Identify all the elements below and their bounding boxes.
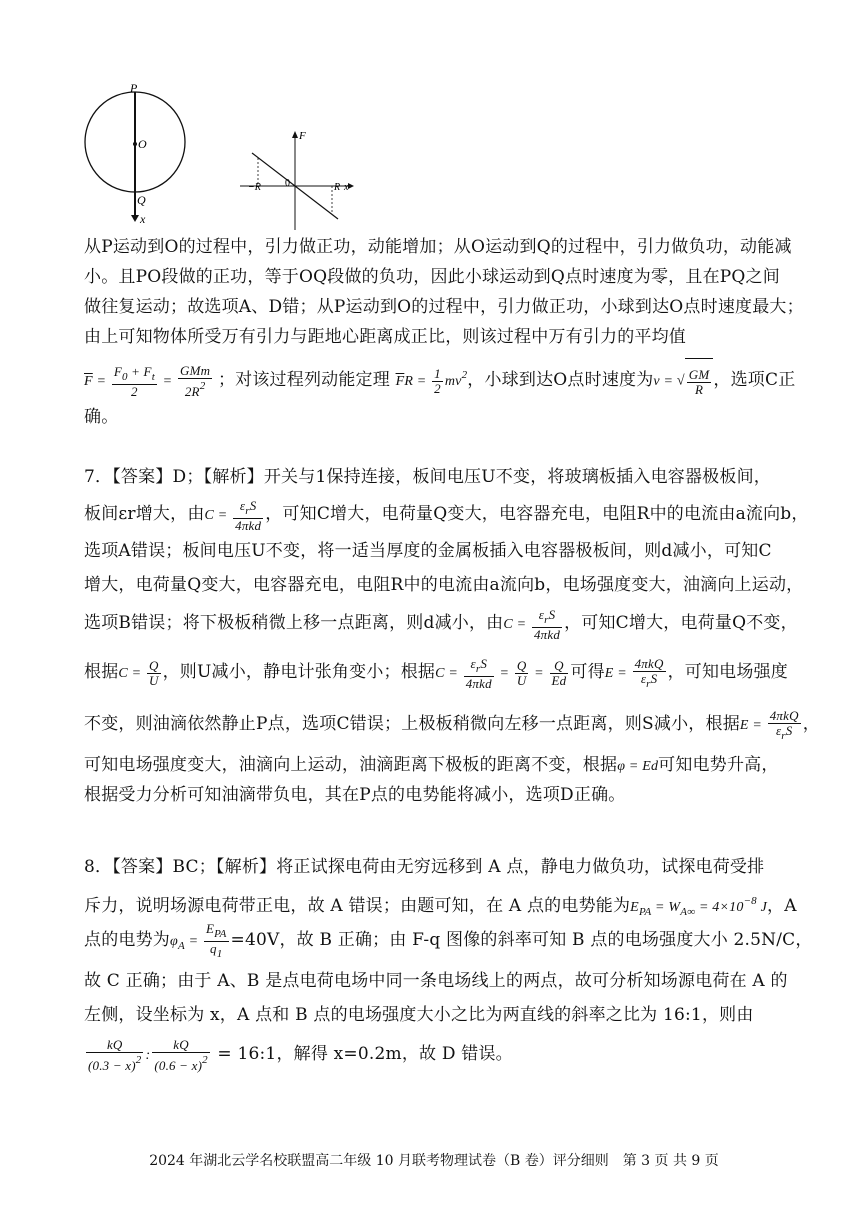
q7-line-2b: ，可知C增大，电荷量Q变大，电容器充电，电阻R中的电流由a流向b，	[265, 504, 809, 524]
q8-line-5: 左侧，设坐标为 x，A 点和 B 点的电场强度大小之比为两直线的斜率之比为 16:1，则由	[84, 1005, 754, 1025]
graph-label-R: R	[334, 182, 341, 193]
center-dot	[133, 142, 137, 146]
label-P: P	[130, 81, 138, 95]
q7-line-8b: 可知电势升高，	[658, 755, 779, 775]
q8-line-2b: ，A	[767, 896, 797, 916]
avg-force-formula: $\overline{F}$ = $\frac{F_0 + F_t}{2}$ = $\frac{\text{GMm}}{2R^2}$	[84, 363, 211, 400]
figures	[80, 80, 380, 230]
q7-line-6b: ，则U减小，静电计张角变小；根据	[162, 662, 436, 682]
q7-line-8	[84, 750, 796, 780]
q7-line-2	[84, 492, 809, 536]
graph-label-x: x	[344, 182, 349, 193]
q6-line-5-text2: ，小球到达O点时速度为	[467, 370, 654, 390]
label-x: x	[140, 212, 146, 226]
q7-line-3: 选项A错误；板间电压U不变，将一适当厚度的金属板插入电容器极板间，则d减小，可知C	[84, 541, 772, 561]
label-Q: Q	[137, 193, 146, 207]
q7-line-6	[84, 646, 796, 698]
q7-solution	[84, 462, 820, 810]
q8-solution	[84, 852, 813, 1078]
q7-line-7: 不变，则油滴依然静止P点，选项C错误；上极板稍微向左移一点距离，则S减小，根据E = $\frac{\text{4πkQ}}{\varepsilon_rS}$ ，	[84, 707, 820, 742]
q8-line-3a: 点的电势为	[84, 930, 170, 950]
graph-label-negR: −R	[248, 182, 261, 193]
q6-solution	[84, 232, 804, 432]
q7-line-5b: ，可知C增大，电荷量Q不变，	[564, 613, 798, 633]
e-field-formula-2: E = $\frac{\text{4πkQ}}{\varepsilon_rS}$	[739, 707, 799, 742]
q8-line-3b: =40V，故 B 正确；由 F-q 图像的斜率可知 B 点的电场强度大小 2.5N/C，	[230, 930, 813, 950]
q8-line-2a: 斥力，说明场源电荷带正电，故 A 错误；由题可知，在 A 点的电势能为	[84, 896, 631, 916]
potential-formula: $\varphi_A$ = $\frac{E_{PA}}{q_1}$	[170, 921, 227, 961]
q7-line-7a: 不变，则油滴依然静止P点，选项C错误；上极板稍微向左移一点距离，则S减小，根据	[84, 714, 740, 734]
capacitance-formula-2: C = $\frac{\varepsilon_rS}{\text{4πkd}}$	[503, 606, 561, 642]
q7-line-5	[84, 600, 796, 646]
q8-line-6b: = 16:1，解得 x=0.2m，故 D 错误。	[217, 1044, 513, 1064]
graph-label-F: F	[299, 130, 306, 142]
graph-x-arrow-icon	[348, 183, 354, 189]
q6-line-2: 小。且PO段做的正功，等于OQ段做的负功，因此小球运动到Q点时速度为零，且在PQ之间	[84, 267, 780, 287]
q7-line-4: 增大，电荷量Q变大，电容器充电，电阻R中的电流由a流向b，电场强度变大，油滴向上运动，	[84, 575, 804, 595]
q6-line-3: 做往复运动；故选项A、D错；从P运动到O的过程中，引力做正功，小球到达O点时速度最大；	[84, 297, 804, 317]
c-q-u-formula: C = $\frac{Q}{U}$	[118, 658, 159, 689]
page-footer: 2024 年湖北云学名校联盟高二年级 10 月联考物理试卷（B 卷）评分细则 第 3 页 共 9 页	[149, 1153, 719, 1169]
q8-line-1: 8．【答案】BC；【解析】将正试探电荷由无穷远移到 A 点，静电力做负功，试探电荷受排	[84, 857, 765, 877]
q6-line-5-text1: ；对该过程列动能定理	[217, 370, 390, 390]
q8-line-4: 故 C 正确；由于 A、B 是点电荷电场中同一条电场线上的两点，故可分析知场源电荷在 A 的	[84, 971, 788, 991]
q7-line-1: 7．【答案】D；【解析】开关与1保持连接，板间电压U不变，将玻璃板插入电容器极板间，	[84, 467, 771, 487]
graph-label-origin: 0	[285, 178, 290, 189]
graph-f-arrow-icon	[292, 131, 298, 138]
capacitance-formula-1: C = $\frac{\varepsilon_rS}{\text{4πkd}}$	[204, 497, 262, 533]
q7-line-6c: 可得	[570, 662, 605, 682]
q6-line-1: 从P运动到O的过程中，引力做正功，动能增加；从O运动到Q的过程中，引力做负功，动能减	[84, 237, 792, 257]
q7-line-8a: 可知电场强度变大，油滴向上运动，油滴距离下极板的距离不变，根据	[84, 755, 618, 775]
work-energy-formula: $\overline{F}R$ = $\frac{1}{2}$ $mv^2$	[395, 366, 468, 397]
potential-energy-formula: $E_{PA} = W_{A\infty} = 4\times 10^{-8}$ J	[630, 895, 767, 918]
q6-line-5	[84, 352, 796, 398]
ratio-formula: $\frac{kQ}{(0.3 - x)^2}$ : $\frac{kQ}{(0.6 - x)^2}$	[88, 1037, 208, 1074]
q7-line-2a: 板间εr增大，由	[84, 504, 205, 524]
e-field-formula-1: E = $\frac{\text{4πkQ}}{\varepsilon_rS}$	[604, 655, 664, 690]
q6-line-6: 确。	[84, 407, 119, 427]
q8-line-2	[84, 886, 796, 916]
q7-line-5a: 选项B错误；将下极板稍微上移一点距离，则d减小，由	[84, 613, 504, 633]
q7-line-9: 根据受力分析可知油滴带负电，其在P点的电势能将减小，选项D正确。	[84, 785, 626, 805]
q6-line-5-text3: ，选项C正	[713, 370, 796, 390]
phi-formula: φ = Ed	[617, 759, 659, 774]
q7-line-6d: ，可知电场强度	[667, 662, 788, 682]
q8-line-3	[84, 916, 813, 964]
q6-line-4: 由上可知物体所受万有引力与距地心距离成正比，则该过程中万有引力的平均值	[84, 327, 686, 347]
q7-line-6a: 根据	[84, 662, 119, 682]
velocity-formula: v = √ $\frac{GM}{R}$	[653, 374, 713, 389]
chain-formula: C = $\frac{\varepsilon_rS}{\text{4πkd}}$ = $\frac{Q}{U}$ = $\frac{Q}{Ed}$	[435, 655, 567, 691]
q8-line-6	[84, 1030, 796, 1078]
label-O: O	[138, 137, 147, 151]
x-arrow-icon	[131, 215, 139, 222]
